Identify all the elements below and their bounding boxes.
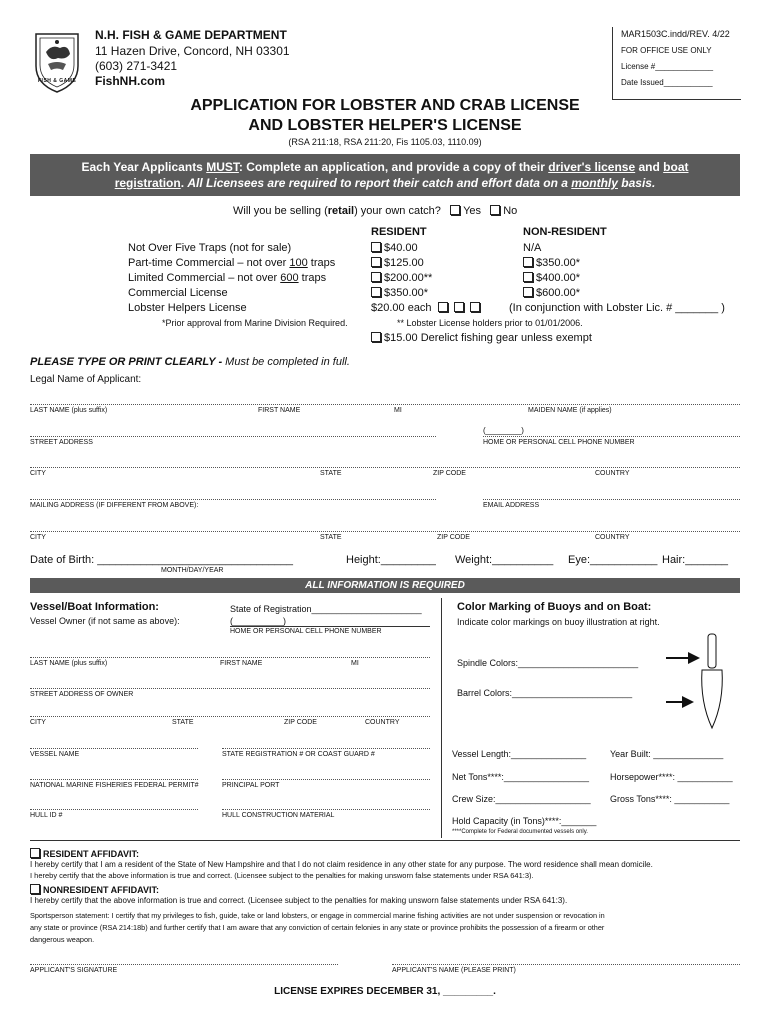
derelict-gear-checkbox[interactable] [371, 332, 381, 342]
state-reg-number-line[interactable] [222, 748, 430, 749]
dob-field[interactable]: Date of Birth: ________________________________ [30, 554, 294, 566]
selling-no-label: No [503, 205, 518, 217]
mailing-city-label: CITY [30, 534, 46, 541]
seal-icon [30, 30, 84, 94]
nonresident-affidavit-title: NONRESIDENT AFFIDAVIT: [30, 884, 159, 895]
form-statutes: (RSA 211:18, RSA 211:20, Fis 1105.03, 1110.09) [288, 137, 482, 147]
owner-zip-label: ZIP CODE [284, 719, 317, 726]
nmf-permit-label: NATIONAL MARINE FISHERIES FEDERAL PERMIT# [30, 782, 199, 789]
applicant-signature-line[interactable] [30, 964, 338, 965]
instruction-banner [30, 154, 740, 196]
state-of-registration-field[interactable]: State of Registration______________________ [230, 604, 422, 614]
mailing-state-label: STATE [320, 534, 342, 541]
phone-label: HOME OR PERSONAL CELL PHONE NUMBER [483, 439, 635, 446]
mailing-city-line[interactable] [30, 531, 740, 532]
mailing-address-line[interactable] [30, 499, 436, 500]
owner-street-line[interactable] [30, 688, 430, 689]
banner-text-4: . [180, 176, 188, 190]
owner-name-line[interactable] [30, 657, 430, 658]
buoy-color-title: Color Marking of Buoys and on Boat: [457, 601, 652, 613]
state-label: STATE [320, 470, 342, 477]
print-instruction: PLEASE TYPE OR PRINT CLEARLY - Must be completed in full. [30, 356, 350, 368]
email-label: EMAIL ADDRESS [483, 502, 540, 509]
nonresident-header: NON-RESIDENT [523, 226, 607, 238]
net-tons-field[interactable]: Net Tons****:_________________ [452, 772, 589, 782]
owner-phone-line[interactable] [230, 626, 430, 627]
vessel-name-line[interactable] [30, 748, 198, 749]
department-website: FishNH.com [95, 74, 166, 88]
banner-text-3: and [635, 160, 664, 174]
resident-header: RESIDENT [371, 226, 427, 238]
vessel-name-label: VESSEL NAME [30, 751, 80, 758]
license-holders-note: ** Lobster License holders prior to 01/01/2006. [397, 318, 583, 328]
state-reg-number-label: STATE REGISTRATION # OR COAST GUARD # [222, 751, 375, 758]
email-line[interactable] [483, 499, 740, 500]
applicant-name-label: APPLICANT'S NAME (PLEASE PRINT) [392, 967, 516, 974]
mailing-zip-label: ZIP CODE [437, 534, 470, 541]
legal-name-label: Legal Name of Applicant: [30, 374, 142, 385]
height-field[interactable]: Height:_________ [346, 554, 436, 566]
banner-text-1: Each Year Applicants [81, 160, 207, 174]
resident-part-time-checkbox[interactable] [371, 257, 381, 267]
nmf-permit-line[interactable] [30, 779, 198, 780]
vessel-length-field[interactable]: Vessel Length:_______________ [452, 749, 587, 759]
nonresident-limited-checkbox[interactable] [523, 272, 533, 282]
buoy-illustration[interactable] [662, 632, 742, 732]
first-name-label: FIRST NAME [258, 407, 301, 414]
selling-yes-label: Yes [463, 205, 482, 217]
hair-field[interactable]: Hair:_______ [662, 554, 729, 566]
license-number-field[interactable]: License #_____________ [621, 62, 714, 71]
year-built-field[interactable]: Year Built: ______________ [610, 749, 724, 759]
banner-monthly: monthly [571, 176, 618, 190]
resident-five-traps-checkbox[interactable] [371, 242, 381, 252]
fee-table [128, 242, 748, 317]
owner-last-name-label: LAST NAME (plus suffix) [30, 660, 108, 667]
resident-commercial-checkbox[interactable] [371, 287, 381, 297]
owner-city-label: CITY [30, 719, 46, 726]
vessel-info-title: Vessel/Boat Information: [30, 601, 159, 613]
sportsperson-statement-3: dangerous weapon. [30, 935, 95, 944]
vessel-section-bottom-rule [30, 840, 740, 841]
selling-question: Will you be selling (retail) your own catch? Yes No [233, 205, 518, 217]
resident-affidavit-text-1: I hereby certify that I am a resident of the State of New Hampshire and that I do not claim residence in any other state for any purpose. The word residence shall mean domicile. [30, 860, 653, 869]
hull-id-line[interactable] [30, 809, 198, 810]
buoy-icon [662, 632, 742, 732]
derelict-gear-fee: $15.00 Derelict fishing gear unless exempt [371, 332, 592, 344]
sportsperson-statement-2: any state or province (RSA 214:18b) and further certify that I am aware that any conviction of certain felonies in any state or province prohibits the possession of a firearm or other [30, 923, 605, 932]
gross-tons-field[interactable]: Gross Tons****: ___________ [610, 794, 730, 804]
last-name-label: LAST NAME (plus suffix) [30, 407, 108, 414]
resident-affidavit-title: RESIDENT AFFIDAVIT: [30, 848, 139, 859]
owner-first-name-label: FIRST NAME [220, 660, 263, 667]
zip-label: ZIP CODE [433, 470, 466, 477]
owner-state-label: STATE [172, 719, 194, 726]
banner-boat-registration: boat registration [114, 160, 689, 190]
department-name: N.H. FISH & GAME DEPARTMENT [95, 28, 287, 42]
country-label: COUNTRY [595, 470, 630, 477]
resident-affidavit-text-2: I hereby certify that the above information is true and correct. (Licensee subject to the penalties for making unsworn false statements under RSA 641:3). [30, 871, 534, 880]
all-info-required-banner: ALL INFORMATION IS REQUIRED [30, 578, 740, 593]
principal-port-line[interactable] [222, 779, 430, 780]
city-label: CITY [30, 470, 46, 477]
dob-format-label: MONTH/DAY/YEAR [161, 567, 224, 574]
helper-checkbox-3[interactable] [470, 302, 480, 312]
applicant-name-line[interactable] [392, 964, 740, 965]
mailing-address-label: MAILING ADDRESS (IF DIFFERENT FROM ABOVE): [30, 502, 199, 509]
owner-mi-label: MI [351, 660, 359, 667]
nonresident-affidavit-checkbox[interactable] [30, 884, 40, 894]
vessel-section-divider [441, 598, 442, 838]
resident-affidavit-checkbox[interactable] [30, 848, 40, 858]
resident-limited-checkbox[interactable] [371, 272, 381, 282]
hull-material-label: HULL CONSTRUCTION MATERIAL [222, 812, 335, 819]
hull-material-line[interactable] [222, 809, 430, 810]
crew-size-field[interactable]: Crew Size:___________________ [452, 794, 591, 804]
vessel-owner-label: Vessel Owner (if not same as above): [30, 616, 180, 626]
nonresident-affidavit-text: I hereby certify that the above information is true and correct. (Licensee subject to the penalties for making unsworn false statements under RSA 641:3). [30, 896, 568, 905]
weight-field[interactable]: Weight:__________ [455, 554, 554, 566]
nonresident-part-time-checkbox[interactable] [523, 257, 533, 267]
seal-label: FISH & GAME [38, 78, 77, 84]
fee-row-helpers: Lobster Helpers License $20.00 each (In conjunction with Lobster Lic. # _______ ) [128, 302, 725, 314]
form-title-line1: APPLICATION FOR LOBSTER AND CRAB LICENSE [190, 97, 580, 114]
name-line[interactable] [30, 404, 740, 405]
banner-text-2: : Complete an application, and provide a copy of their [238, 160, 549, 174]
hold-capacity-field[interactable]: Hold Capacity (in Tons)****:_______ [452, 816, 597, 826]
license-expiration[interactable]: LICENSE EXPIRES DECEMBER 31, _________. [274, 986, 496, 997]
banner-must: MUST [206, 160, 239, 174]
department-phone: (603) 271-3421 [95, 59, 178, 73]
applicant-signature-label: APPLICANT'S SIGNATURE [30, 967, 118, 974]
hull-id-label: HULL ID # [30, 812, 63, 819]
fee-row-part-time: Part-time Commercial – not over 100 traps $125.00 $350.00* [128, 257, 581, 269]
street-address-label: STREET ADDRESS [30, 439, 93, 446]
fee-row-five-traps: Not Over Five Traps (not for sale) $40.00 N/A [128, 242, 542, 254]
form-title-line2: AND LOBSTER HELPER'S LICENSE [248, 117, 522, 134]
helper-checkbox-1[interactable] [438, 302, 448, 312]
barrel-colors-field[interactable]: Barrel Colors:________________________ [457, 688, 633, 698]
principal-port-label: PRINCIPAL PORT [222, 782, 280, 789]
phone-area-code: (________) [483, 426, 524, 435]
fee-row-limited: Limited Commercial – not over 600 traps $200.00** $400.00* [128, 272, 581, 284]
owner-phone-label: HOME OR PERSONAL CELL PHONE NUMBER [230, 628, 382, 635]
owner-street-label: STREET ADDRESS OF OWNER [30, 691, 134, 698]
date-issued-field[interactable]: Date Issued___________ [621, 78, 713, 87]
selling-yes-checkbox[interactable] [450, 205, 460, 215]
nh-fish-game-seal [30, 30, 84, 94]
banner-text-5: All Licensees are required to report their catch and effort data on a [187, 176, 572, 190]
owner-city-line[interactable] [30, 716, 430, 717]
sportsperson-statement-1: Sportsperson statement: I certify that my privileges to fish, guide, take or land lobsters, or engage in commercial marine fishing activities are not under suspension or revocation in [30, 911, 605, 920]
owner-phone-area-code: (__________) [230, 616, 287, 626]
city-line[interactable] [30, 467, 740, 468]
owner-country-label: COUNTRY [365, 719, 400, 726]
nonresident-commercial-checkbox[interactable] [523, 287, 533, 297]
banner-text-6: basis. [617, 176, 656, 190]
selling-no-checkbox[interactable] [490, 205, 500, 215]
spindle-colors-field[interactable]: Spindle Colors:________________________ [457, 658, 639, 668]
prior-approval-note: *Prior approval from Marine Division Required. [162, 318, 348, 328]
form-code: MAR1503C.indd/REV. 4/22 [621, 29, 730, 39]
department-address: 11 Hazen Drive, Concord, NH 03301 [95, 44, 290, 58]
maiden-name-label: MAIDEN NAME (if applies) [528, 407, 612, 414]
buoy-color-instruction: Indicate color markings on buoy illustration at right. [457, 617, 660, 627]
horsepower-field[interactable]: Horsepower****: ___________ [610, 772, 733, 782]
banner-drivers-license: driver's license [548, 160, 636, 174]
street-address-line[interactable] [30, 436, 436, 437]
eye-field[interactable]: Eye:___________ [568, 554, 658, 566]
mi-label: MI [394, 407, 402, 414]
fee-row-commercial: Commercial License $350.00* $600.00* [128, 287, 581, 299]
office-use-label: FOR OFFICE USE ONLY [621, 46, 712, 55]
phone-line[interactable] [483, 436, 740, 437]
federal-vessel-note: ****Complete for Federal documented vessels only. [452, 829, 588, 835]
office-use-box [612, 27, 741, 100]
helper-checkbox-2[interactable] [454, 302, 464, 312]
mailing-country-label: COUNTRY [595, 534, 630, 541]
